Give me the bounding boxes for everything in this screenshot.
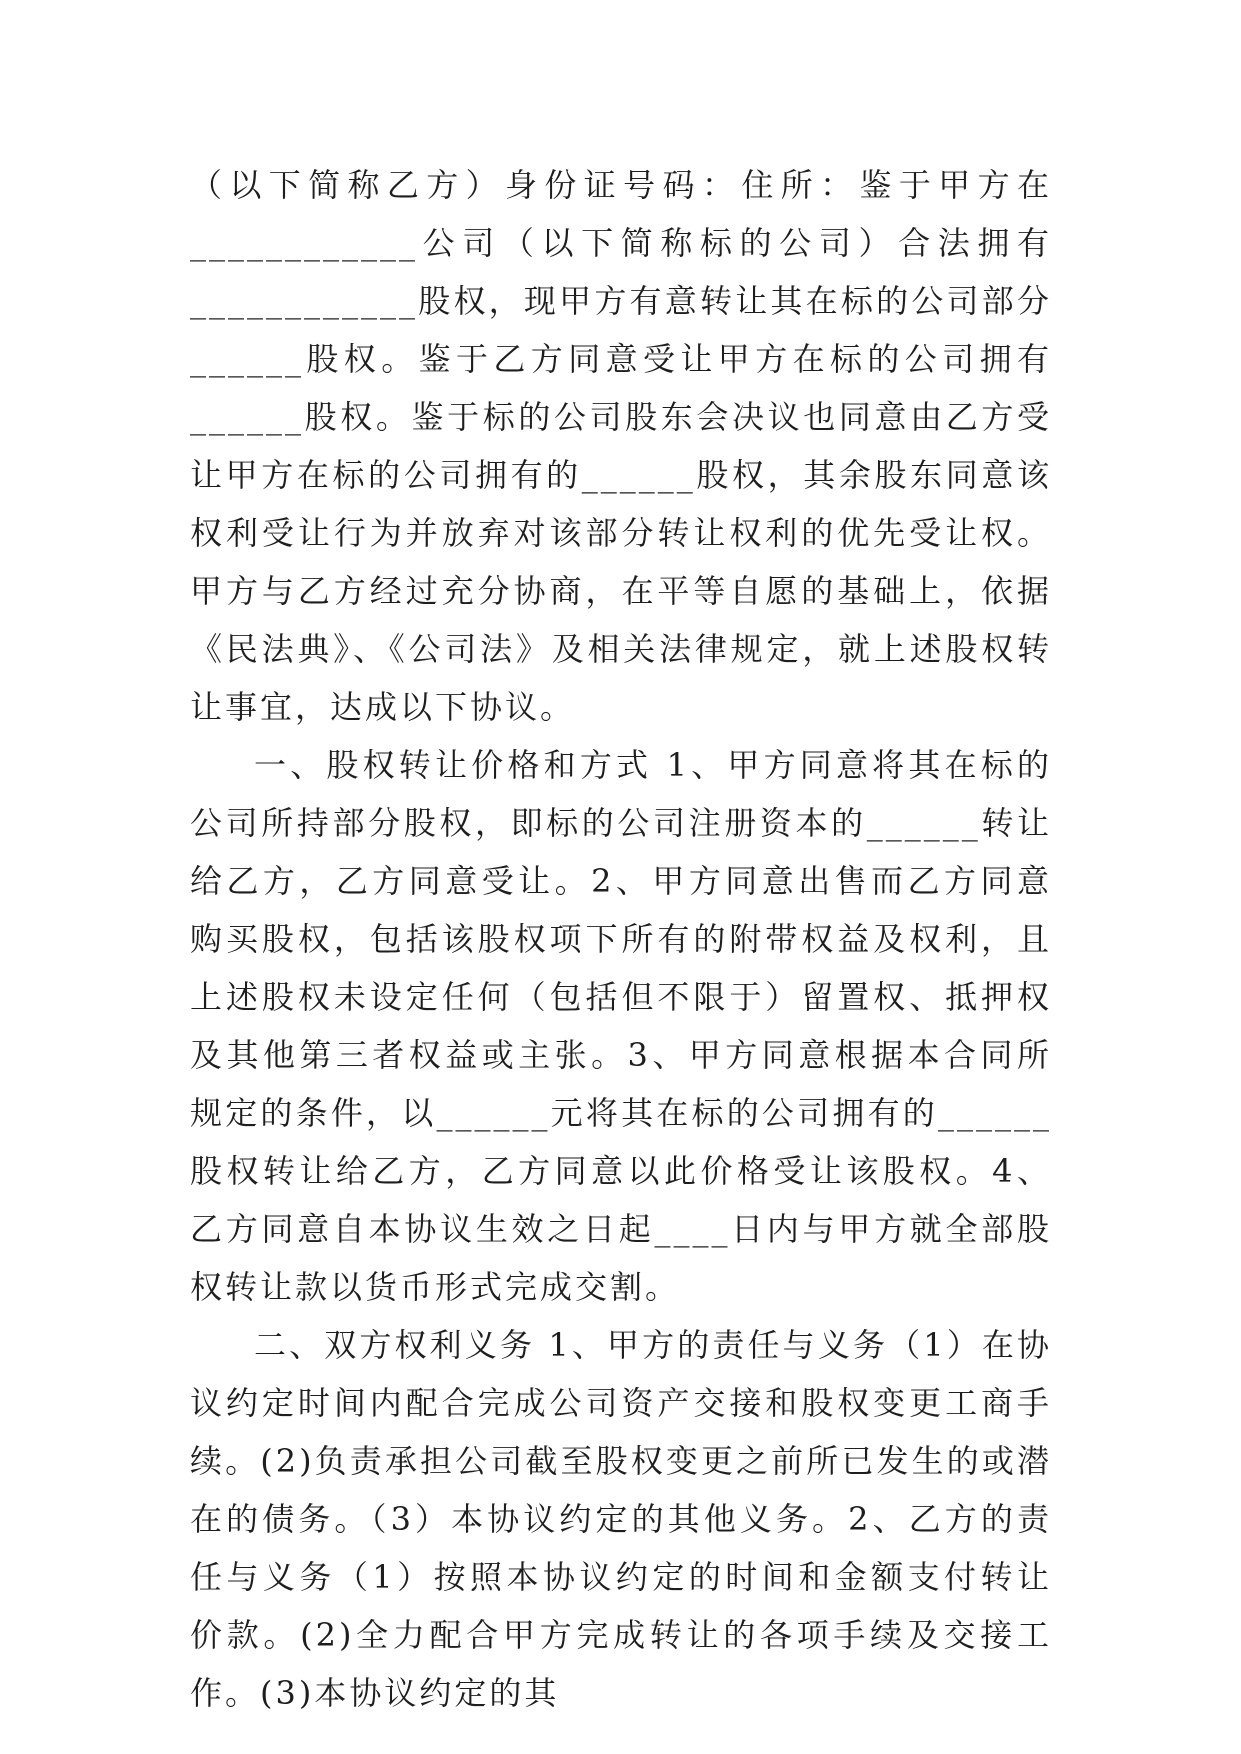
paragraph-intro: （以下简称乙方）身份证号码：住所：鉴于甲方在____________公司（以下简称标的公司）合法拥有____________股权，现甲方有意转让其在标的公司部分______股权。鉴于乙方同意受让甲方在标的公司拥有______股权。鉴于标的公司股东会决议也同意由乙方受让甲方在标的公司拥有的______股权，其余股东同意该权利受让行为并放弃对该部分转让权利的优先受让权。甲方与乙方经过充分协商，在平等自愿的基础上，依据《民法典》、《公司法》及相关法律规定，就上述股权转让事宜，达成以下协议。 [190,166,1052,726]
paragraph-section-2: 二、双方权利义务 1、甲方的责任与义务（1）在协议约定时间内配合完成公司资产交接和股权变更工商手续。(2)负责承担公司截至股权变更之前所已发生的或潜在的债务。（3）本协议约定的其他义务。2、乙方的责任与义务（1）按照本协议约定的时间和金额支付转让价款。(2)全力配合甲方完成转让的各项手续及交接工作。(3)本协议约定的其 [190,1326,1052,1712]
paragraph-section-1: 一、股权转让价格和方式 1、甲方同意将其在标的公司所持部分股权，即标的公司注册资本的______转让给乙方，乙方同意受让。2、甲方同意出售而乙方同意购买股权，包括该股权项下所有的附带权益及权利，且上述股权未设定任何（包括但不限于）留置权、抵押权及其他第三者权益或主张。3、甲方同意根据本合同所规定的条件，以______元将其在标的公司拥有的______股权转让给乙方，乙方同意以此价格受让该股权。4、乙方同意自本协议生效之日起____日内与甲方就全部股权转让款以货币形式完成交割。 [190,746,1052,1306]
document-page [190,156,1052,1722]
